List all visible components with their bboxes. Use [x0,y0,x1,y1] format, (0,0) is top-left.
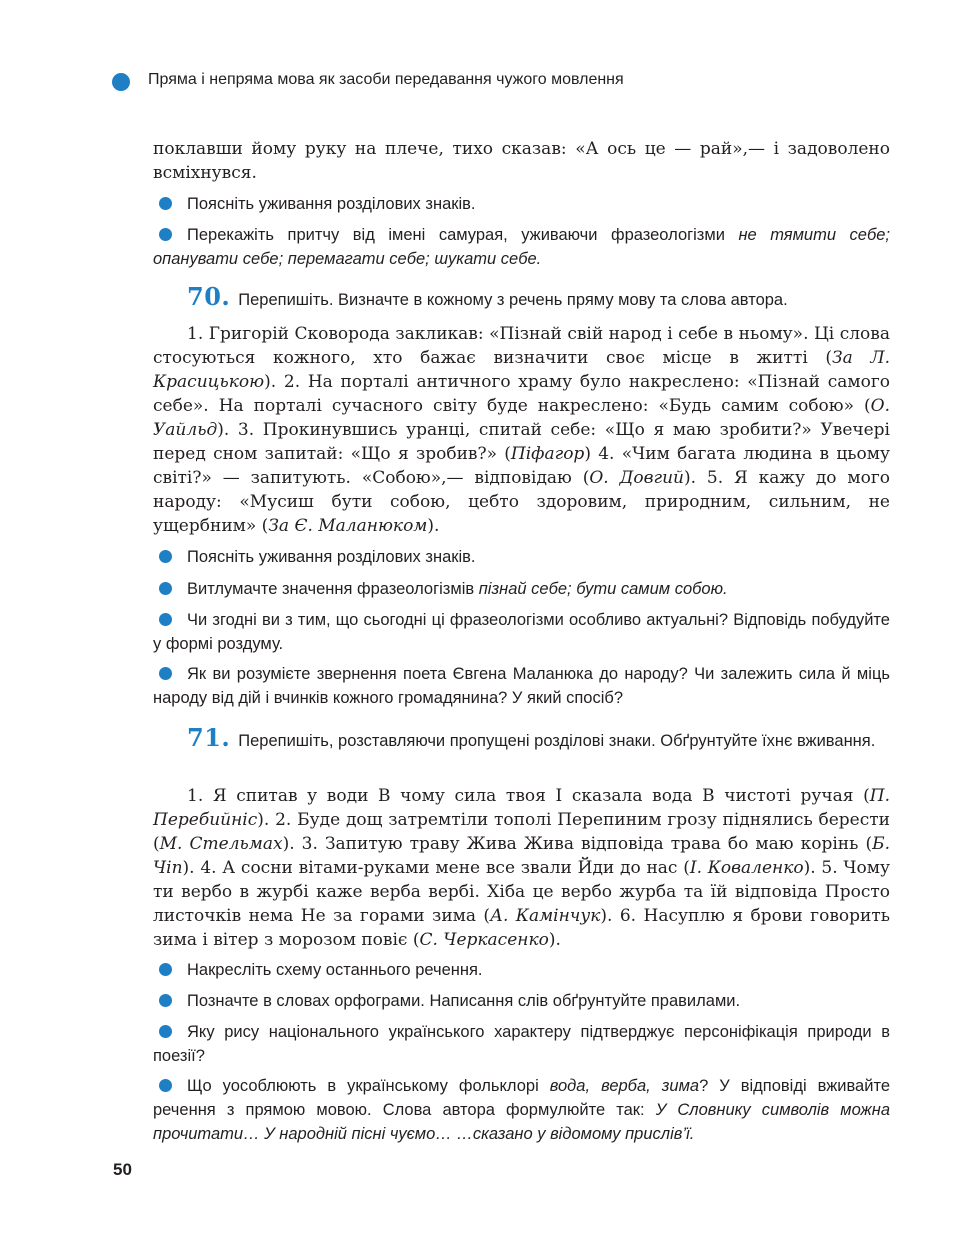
exercise-71-task-3: Яку рису національного українського характеру підтверджує персоніфікація природи в поезії? [153,1023,890,1065]
running-head [110,70,910,94]
exercise-70-task-3: Чи згодні ви з тим, що сьогодні ці фразеологізми особливо актуальні? Відповідь побудуйте у формі роздуму. [153,611,890,653]
author-ref: С. Черкасенко [419,930,549,950]
author-ref: За Л. Красицькою [153,348,890,392]
exercise-70-task-1: Поясніть уживання розділових знаків. [153,545,890,569]
intro-task-2: Перекажіть притчу від імені самурая, уживаючи фразеологізми не тямити себе; опанувати себе; перемагати себе; шукати себе. [153,226,890,268]
exercise-71-task-4: Що уособлюють в українському фольклорі вода, верба, зима? У відповіді вживайте речення з прямою мовою. Слова автора формулюйте так: У Словнику символів можна прочитати… У народній пісні чуємо… …сказано у відомому прислів’ї. [153,1077,890,1143]
author-ref: За Є. Маланюком [268,516,428,536]
page-number: 50 [113,1160,132,1179]
author-ref: О. Уайльд [153,396,890,440]
bullet-dot [159,994,172,1007]
exercise-71-text: 1. Я спитав у води В чому сила твоя І сказала вода В чистоті ручая (П. Перебийніс). 2. Буде дощ затремтіли тополі Перепиним грозу піднялись берести (М. Стельмах). 3. Запитую траву Жива Жива відповіда трава бо маю корінь (Б. Чіп). 4. А сосни вітами-руками мене все звали Йди до нас (І. Коваленко). 5. Чому ти вербо в журбі каже верба вербі. Хіба це вербо журба та їй відповіда Просто листочків нема Не за горами зима (А. Камінчук). 6. Насуплю я брови говорить зима і вітер з морозом повіє (С. Черкасенко). [153,786,891,950]
bullet-dot [159,667,172,680]
exercise-71-task-1: Накресліть схему останнього речення. [153,958,890,982]
author-ref: Б. Чіп [153,834,890,878]
exercise-instruction: Перепишіть. Визначте в кожному з речень пряму мову та слова автора. [238,291,788,309]
exercise-71-heading [153,723,890,753]
exercise-number: 71. [187,723,231,752]
exercise-70-task-2: Витлумачте значення фразеологізмів пізнай себе; бути самим собою. [153,577,890,601]
bullet-dot [159,197,172,210]
intro-task-1: Поясніть уживання розділових знаків. [153,192,890,216]
bullet-dot [159,582,172,595]
exercise-number: 70. [187,282,231,311]
author-ref: Піфагор [510,444,585,464]
bullet-dot [159,1025,172,1038]
author-ref: А. Камінчук [490,906,601,926]
intro-paragraph: поклавши йому руку на плече, тихо сказав: «А ось це — рай»,— і задоволено всміхнувся. [153,139,890,183]
exercise-70-heading [153,282,890,312]
section-marker-dot [112,73,130,91]
exercise-instruction: Перепишіть, розставляючи пропущені розділові знаки. Обґрунтуйте їхнє вживання. [238,732,876,750]
bullet-dot [159,613,172,626]
author-ref: І. Коваленко [689,858,804,878]
author-ref: М. Стельмах [159,834,283,854]
running-head-title: Пряма і непряма мова як засоби передавання чужого мовлення [148,71,624,88]
exercise-70-text: 1. Григорій Сковорода закликав: «Пізнай свій народ і себе в ньому». Ці слова стосуються кожного, хто бажає визначити своє місце в житті (За Л. Красицькою). 2. На порталі античного храму було накреслено: «Пізнай самого себе». На порталі сучасного світу буде накреслено: «Будь самим собою» (О. Уайльд). 3. Прокинувшись уранці, спитай себе: «Що я маю зробити?» Увечері перед сном запитай: «Що я зробив?» (Піфагор) 4. «Чим багата людина в цьому світі?» — запитують. «Собою»,— відповідаю (О. Довгий). 5. Я кажу до мого народу: «Мусиш бути собою, цебто здоровим, природним, сильним, не ущербним» (За Є. Маланюком). [153,324,891,536]
author-ref: О. Довгий [589,468,684,488]
bullet-dot [159,963,172,976]
author-ref: П. Перебийніс [153,786,890,830]
bullet-dot [159,550,172,563]
exercise-70-task-4: Як ви розумієте звернення поета Євгена Маланюка до народу? Чи залежить сила й міць народу від дій і вчинків кожного громадянина? У який спосіб? [153,665,890,707]
bullet-dot [159,1079,172,1092]
bullet-dot [159,228,172,241]
exercise-71-task-2: Позначте в словах орфограми. Написання слів обґрунтуйте правилами. [153,989,890,1013]
